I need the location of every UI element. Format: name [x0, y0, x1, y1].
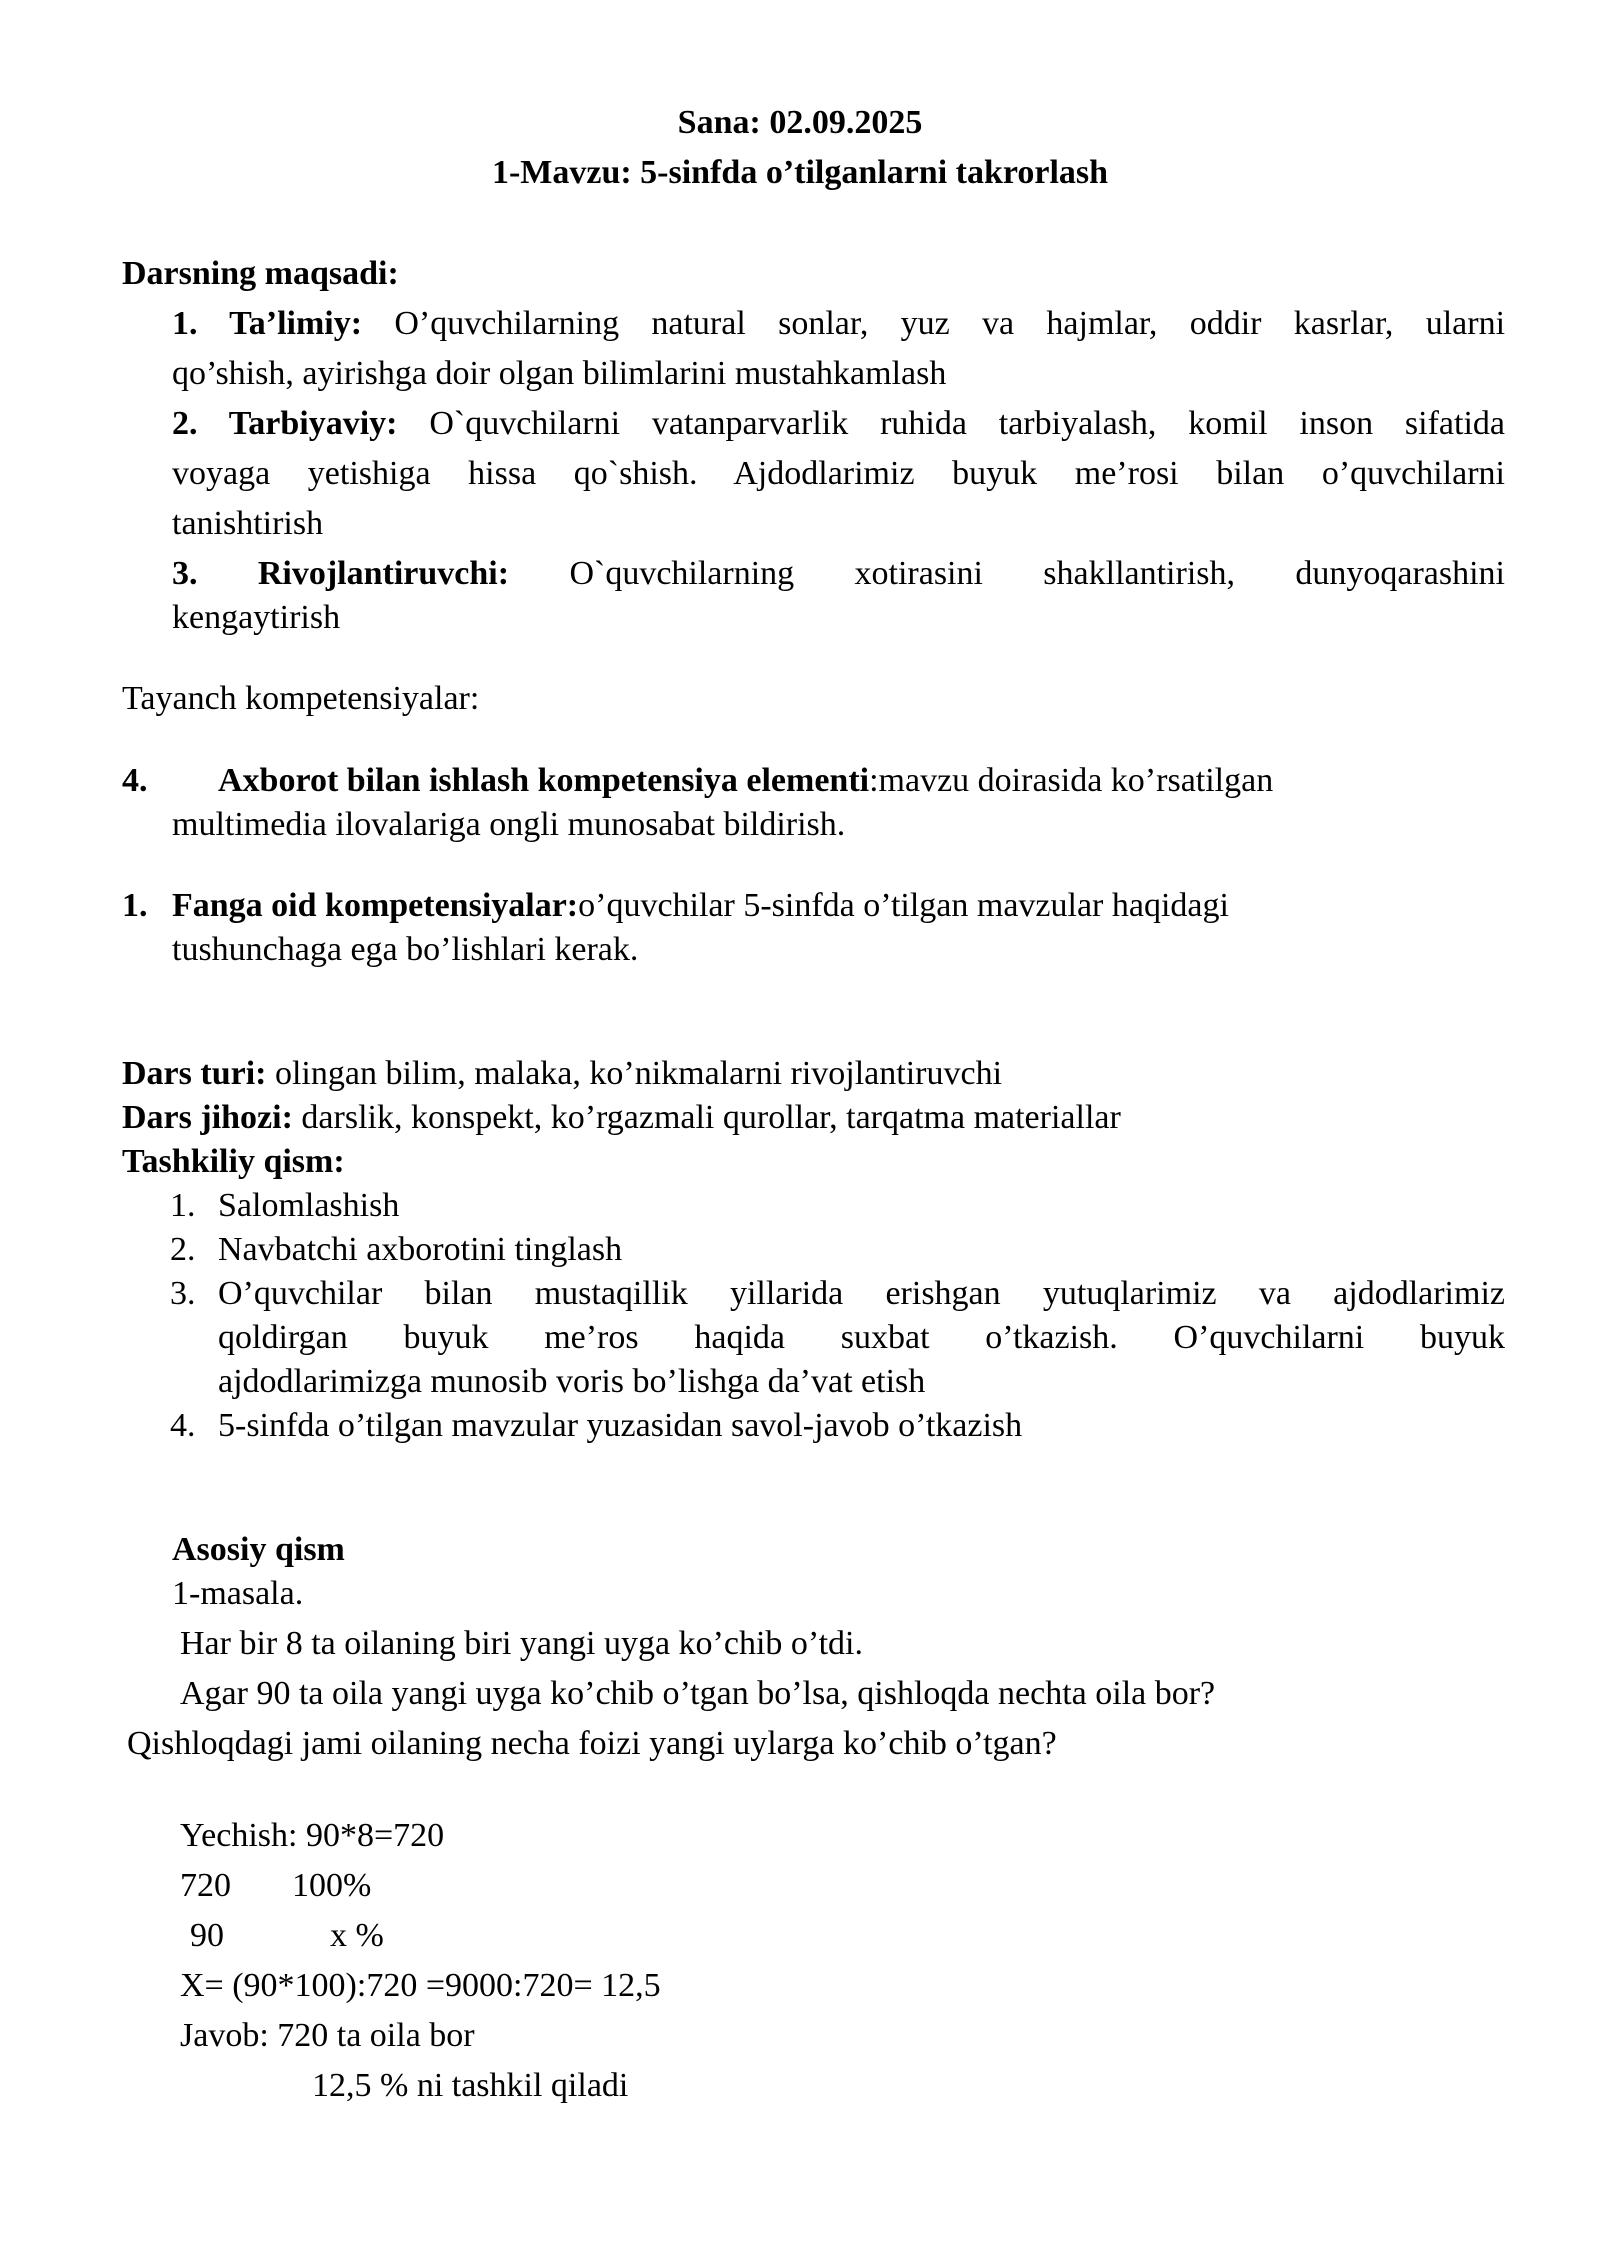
solution-row-2-b: x %: [330, 1917, 384, 1954]
lesson-equipment-value: darslik, konspekt, ko’rgazmali qurollar, tarqatma materiallar: [301, 1099, 1121, 1136]
competency-4-number: 4.: [122, 762, 148, 799]
org-item-2-number: 2.: [170, 1231, 196, 1268]
lesson-type-label: Dars turi:: [122, 1055, 267, 1092]
competency-4-label: Axborot bilan ishlash kompetensiya elementi: [218, 762, 870, 799]
goal-1-line-1: [172, 299, 1505, 349]
problem-line-1: Har bir 8 ta oilaning biri yangi uyga ko’chib o’tdi.: [180, 1625, 864, 1662]
goal-3-text-2: kengaytirish: [172, 599, 341, 636]
goal-1-label: 1. Ta’limiy:: [172, 305, 363, 342]
goal-2-text-2: voyaga yetishiga hissa qo`shish. Ajdodlarimiz buyuk me’rosi bilan o’quvchilarni: [172, 455, 1505, 492]
org-item-3-text-1: O’quvchilar bilan mustaqillik yillarida erishgan yutuqlarimiz va ajdodlarimiz: [218, 1275, 1505, 1312]
goal-3-line-1: [172, 549, 1505, 599]
goal-1-text-1: O’quvchilarning natural sonlar, yuz va hajmlar, oddir kasrlar, ularni: [394, 305, 1506, 342]
competency-1-number: 1.: [122, 887, 148, 924]
competency-1-text-2: tushunchaga ega bo’lishlari kerak.: [172, 931, 639, 968]
competency-4-line-1: [218, 756, 1273, 806]
org-item-4-text: 5-sinfda o’tilgan mavzular yuzasidan savol-javob o’tkazish: [218, 1407, 1023, 1444]
goal-2-line-1: [172, 399, 1505, 449]
competency-1-line-1: [172, 881, 1229, 931]
problem-label: 1-masala.: [172, 1575, 304, 1612]
solution-answer-1: Javob: 720 ta oila bor: [180, 2017, 475, 2054]
lesson-equipment-label: Dars jihozi:: [122, 1099, 293, 1136]
competency-4-text-1: :mavzu doirasida ko’rsatilgan: [869, 762, 1274, 799]
goal-3-text-1: O`quvchilarning xotirasini shakllantirish, dunyoqarashini: [569, 555, 1505, 592]
competencies-heading: Tayanch kompetensiyalar:: [122, 680, 480, 717]
problem-line-2: Agar 90 ta oila yangi uyga ko’chib o’tgan bo’lsa, qishloqda nechta oila bor?: [180, 1675, 1216, 1712]
competency-1-text-1: o’quvchilar 5-sinfda o’tilgan mavzular haqidagi: [578, 887, 1229, 924]
org-item-1-text: Salomlashish: [218, 1187, 400, 1224]
solution-row-1-a: 720: [180, 1867, 231, 1904]
topic-title: 1-Mavzu: 5-sinfda o’tilganlarni takrorlash: [491, 154, 1109, 191]
org-item-3-text-3: ajdodlarimizga munosib voris bo’lishga da’vat etish: [218, 1363, 926, 1400]
org-item-1-number: 1.: [170, 1187, 196, 1224]
date-line: Sana: 02.09.2025: [677, 104, 923, 141]
competency-1-label: Fanga oid kompetensiyalar:: [172, 887, 579, 924]
goals-heading: Darsning maqsadi:: [122, 255, 399, 292]
org-item-4-number: 4.: [170, 1407, 196, 1444]
competency-4-text-2: multimedia ilovalariga ongli munosabat bildirish.: [172, 806, 846, 843]
solution-formula: X= (90*100):720 =9000:720= 12,5: [180, 1967, 661, 2004]
goal-2-label: 2. Tarbiyaviy:: [172, 405, 398, 442]
main-heading: Asosiy qism: [172, 1531, 345, 1568]
lesson-type: [122, 1049, 1002, 1099]
lesson-equipment: [122, 1093, 1121, 1143]
goal-2-text-1: O`quvchilarni vatanparvarlik ruhida tarbiyalash, komil inson sifatida: [429, 405, 1506, 442]
goal-1-text-2: qo’shish, ayirishga doir olgan bilimlarini mustahkamlash: [172, 355, 947, 392]
solution-line-1: Yechish: 90*8=720: [180, 1817, 445, 1854]
goal-2-text-3: tanishtirish: [172, 505, 324, 542]
problem-line-3: Qishloqdagi jami oilaning necha foizi yangi uylarga ko’chib o’tgan?: [127, 1725, 1057, 1762]
org-item-3-number: 3.: [170, 1275, 196, 1312]
org-item-2-text: Navbatchi axborotini tinglash: [218, 1231, 623, 1268]
solution-row-2-a: 90: [190, 1917, 224, 1954]
goal-3-label: 3. Rivojlantiruvchi:: [172, 555, 510, 592]
org-item-3-text-2: qoldirgan buyuk me’ros haqida suxbat o’tkazish. O’quvchilarni buyuk: [218, 1319, 1505, 1356]
solution-row-1-b: 100%: [292, 1867, 372, 1904]
solution-answer-2: 12,5 % ni tashkil qiladi: [312, 2067, 629, 2104]
lesson-type-value: olingan bilim, malaka, ko’nikmalarni rivojlantiruvchi: [274, 1055, 1003, 1092]
org-heading: Tashkiliy qism:: [122, 1143, 345, 1180]
